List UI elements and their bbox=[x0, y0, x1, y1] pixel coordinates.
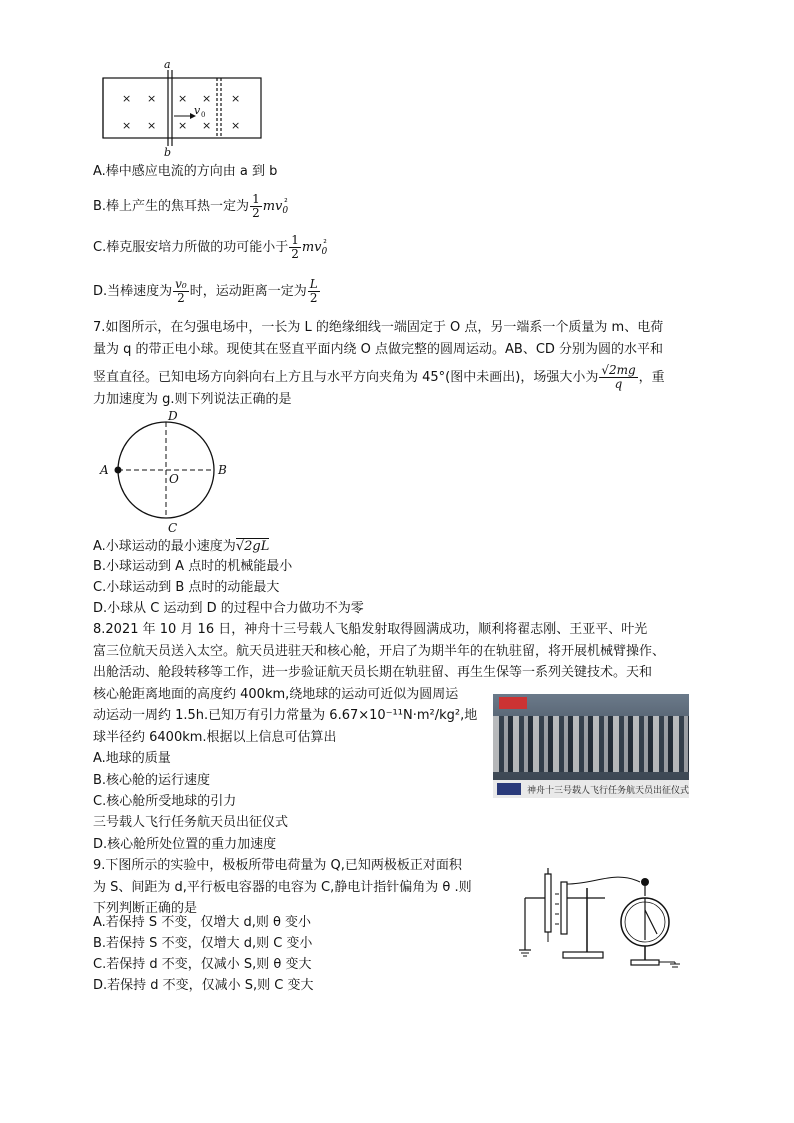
q6-option-b-text: B.棒上产生的焦耳热一定为 bbox=[93, 199, 250, 214]
rail-field-figure bbox=[98, 58, 268, 158]
svg-text:×: × bbox=[202, 92, 212, 105]
astronaut-ceremony-photo bbox=[493, 694, 689, 798]
channel-logo-icon bbox=[497, 783, 521, 795]
capacitor-electrometer-figure bbox=[515, 860, 695, 972]
point-o-label: O bbox=[169, 472, 179, 486]
q8-option-b: B.核心舱的运行速度 bbox=[93, 773, 211, 788]
q7-option-b: B.小球运动到 A 点时的机械能最小 bbox=[93, 559, 293, 574]
photo-caption-text: 神舟十三号载人飞行任务航天员出征仪式 bbox=[527, 786, 689, 796]
label-b: b bbox=[164, 146, 172, 158]
q8-stem-line5: 动运动一周约 1.5h.已知万有引力常量为 6.67×10⁻¹¹N·m²/kg²,地 bbox=[93, 708, 478, 723]
svg-text:×: × bbox=[178, 92, 188, 105]
fraction-half: $\frac{1}{2}$ bbox=[252, 192, 260, 220]
q9-stem-line1: 9.下图所示的实验中，极板所带电荷量为 Q,已知两极板正对面积 bbox=[93, 858, 462, 873]
q7-stem-line1: 7.如图所示，在匀强电场中，一长为 L 的绝缘细线一端固定于 O 点，另一端系一个质量为 m、电荷 bbox=[93, 320, 664, 335]
q8-option-c: C.核心舱所受地球的引力 bbox=[93, 794, 237, 809]
q7-option-d: D.小球从 C 运动到 D 的过程中合力做功不为零 bbox=[93, 601, 364, 616]
label-v0: v bbox=[194, 104, 201, 117]
point-c-label: C bbox=[168, 521, 178, 535]
q6-option-c: C.棒克服安培力所做的功可能小于 $\frac{1}{2}$ $mv_0^{^2}$ bbox=[93, 233, 328, 261]
tv-logo-icon bbox=[499, 697, 527, 709]
q8-stem-line6: 球半径约 6400km.根据以上信息可估算出 bbox=[93, 730, 337, 745]
svg-text:×: × bbox=[178, 119, 188, 132]
svg-text:×: × bbox=[202, 119, 212, 132]
q8-stem-line1: 8.2021 年 10 月 16 日，神舟十三号载人飞船发射取得圆满成功，顺利将翟志刚、王亚平、叶光 bbox=[93, 622, 648, 637]
q8-option-d: D.核心舱所处位置的重力加速度 bbox=[93, 837, 277, 852]
q8-stem-line3: 出舱活动、舱段转移等工作，进一步验证航天员长期在轨驻留、再生生保等一系列关键技术。天和 bbox=[93, 665, 653, 680]
q9-option-c: C.若保持 d 不变，仅减小 S,则 θ 变大 bbox=[93, 957, 312, 972]
q7-option-a: A.小球运动的最小速度为√2gL bbox=[93, 539, 270, 554]
svg-text:×: × bbox=[231, 119, 241, 132]
svg-text:×: × bbox=[231, 92, 241, 105]
q7-stem-line2: 量为 q 的带正电小球。现使其在竖直平面内绕 O 点做完整的圆周运动。AB、CD 分别为圆的水平和 bbox=[93, 342, 664, 357]
photo-caption-banner bbox=[493, 780, 689, 798]
q9-option-a: A.若保持 S 不变，仅增大 d,则 θ 变小 bbox=[93, 915, 312, 930]
fraction-half: $\frac{1}{2}$ bbox=[291, 233, 299, 261]
q7-option-c: C.小球运动到 B 点时的动能最大 bbox=[93, 580, 280, 595]
q8-option-a: A.地球的质量 bbox=[93, 751, 171, 766]
field-fraction: $\frac{√2mg}{q}$ bbox=[601, 363, 636, 391]
label-v0-sub: 0 bbox=[201, 111, 206, 119]
q8-caption: 三号载人飞行任务航天员出征仪式 bbox=[93, 815, 289, 830]
q9-option-d: D.若保持 d 不变，仅减小 S,则 C 变大 bbox=[93, 978, 314, 993]
q7-stem-line3: 竖直直径。已知电场方向斜向右上方且与水平方向夹角为 45°(图中未画出)，场强大小为 $\frac{√2mg}{q}$ ，重 bbox=[93, 363, 665, 391]
fraction-l-half: $\frac{L}{2}$ bbox=[309, 277, 318, 305]
circle-figure bbox=[96, 408, 246, 536]
svg-text:×: × bbox=[147, 119, 157, 132]
q6-option-c-text: C.棒克服安培力所做的功可能小于 bbox=[93, 240, 289, 255]
svg-text:×: × bbox=[122, 119, 132, 132]
point-b-label: B bbox=[218, 463, 227, 477]
svg-text:×: × bbox=[122, 92, 132, 105]
q7-stem-line4: 力加速度为 g.则下列说法正确的是 bbox=[93, 392, 292, 407]
crowd-image bbox=[493, 716, 689, 772]
q6-option-a: A.棒中感应电流的方向由 a 到 b bbox=[93, 164, 278, 179]
fraction-v0-half: $\frac{\text{v₀}}{2}$ bbox=[175, 277, 187, 305]
svg-text:×: × bbox=[147, 92, 157, 105]
label-a: a bbox=[164, 58, 171, 71]
q8-stem-line2: 富三位航天员送入太空。航天员进驻天和核心舱，开启了为期半年的在轨驻留，将开展机械臂操作、 bbox=[93, 644, 666, 659]
q6-option-b: B.棒上产生的焦耳热一定为 $\frac{1}{2}$ $mv_0^{^2}$ bbox=[93, 192, 289, 220]
q9-stem-line2: 为 S、间距为 d,平行板电容器的电容为 C,静电计指针偏角为 θ .则 bbox=[93, 880, 472, 895]
q6-option-d: D.当棒速度为 $\frac{\text{v₀}}{2}$ 时，运动距离一定为 $\frac{L}{2}$ bbox=[93, 277, 318, 305]
point-d-label: D bbox=[168, 409, 178, 423]
q6-option-d-text: D.当棒速度为 bbox=[93, 284, 173, 299]
q8-stem-line4: 核心舱距离地面的高度约 400km,绕地球的运动可近似为圆周运 bbox=[93, 687, 459, 702]
point-a-label: A bbox=[100, 463, 109, 477]
q9-stem-line3: 下列判断正确的是 bbox=[93, 901, 198, 916]
q9-option-b: B.若保持 S 不变，仅增大 d,则 C 变小 bbox=[93, 936, 313, 951]
